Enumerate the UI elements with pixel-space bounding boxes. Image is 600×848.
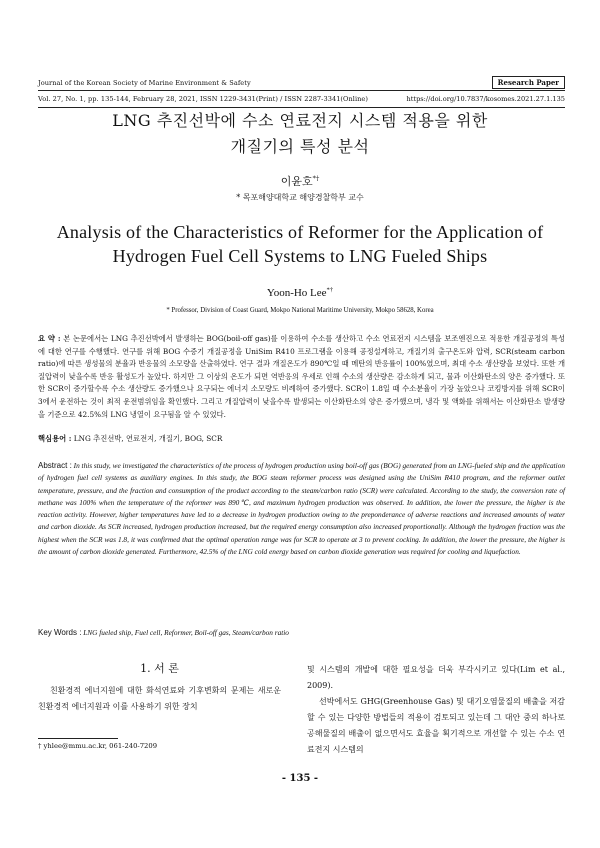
body-right-column (307, 662, 565, 758)
doi-link[interactable]: https://doi.org/10.7837/kosomes.2021.27.1.135 (406, 95, 565, 103)
english-abstract-text: In this study, we investigated the characteristics of the process of hydrogen production using boil-off gas (BOG) generated from an LNG-fueled ship and the application of hydrogen fuel cell systems as auxiliary engines. In this study, the BOG steam reformer process was designed using the UniSim R410 program, and the reformer outlet temperature, pressure, and the fraction and consumption of the product according to the steam/carbon ratio (SCR) were calculated. According to the study, the conversion rate of methane was 100% when the temperature of the reformer was 890℃, and maximum hydrogen production was observed. In addition, the lower the pressure, the higher is the reaction activity. However, higher temperatures have led to a decrease in hydrogen production owing to the preponderance of adverse reactions and increased amounts of water and carbon dioxide. As SCR increased, hydrogen production increased, but the required energy consumption also increased proportionally. Although the hydrogen fraction was the highest when the SCR was 1.8, it was confirmed that the optimal operation range was for SCR to operate at 3 to prevent cocking. In addition, the lower the pressure, the higher is the amount of carbon dioxide generated. Furthermore, 42.5% of the LNG cold energy based on carbon dioxide generation was required for cooling and liquefaction. (38, 461, 565, 557)
korean-author-mark: *† (312, 174, 320, 183)
english-affiliation: * Professor, Division of Coast Guard, Mokpo National Maritime University, Mokpo 58628, Korea (166, 307, 434, 314)
english-abstract-label: Abstract : (38, 461, 72, 470)
korean-abstract-label: 요 약 : (38, 334, 61, 343)
header-rule-top (38, 90, 565, 91)
research-paper-badge: Research Paper (492, 76, 565, 89)
korean-title-line-2: 개질기의 특성 분석 (230, 137, 370, 156)
english-author-mark: *† (326, 286, 334, 294)
korean-affiliation: * 목포해양대학교 해양경찰학부 교수 (236, 193, 364, 202)
page-number: - 135 - (281, 773, 319, 784)
body-right-paragraph-2: 선박에서도 GHG(Greenhouse Gas) 및 대기오염물질의 배출을 저감할 수 있는 다양한 방법들의 적용이 검토되고 있는데 그 대안 중의 하나로 공해물질의 배출이 없으면서도 효율을 획기적으로 개선할 수 있는 수소 연료전지 시스템의 (307, 697, 565, 754)
section-heading-introduction: 1. 서 론 (140, 662, 179, 675)
footnote-rule (38, 738, 118, 739)
english-abstract (38, 460, 565, 558)
journal-issue: Vol. 27, No. 1, pp. 135-144, February 28, 2021, ISSN 1229-3431(Print) / ISSN 2287-3341(Online) (38, 95, 368, 103)
english-keywords-text: LNG fueled ship, Fuel cell, Reformer, Boil-off gas, Steam/carbon ratio (83, 628, 289, 637)
body-right-paragraph-1: 및 시스템의 개발에 대한 필요성을 더욱 부각시키고 있다(Lim et al., 2009). (307, 665, 565, 690)
korean-abstract-text: 본 논문에서는 LNG 추진선박에서 발생하는 BOG(boil-off gas)를 이용하여 수소를 생산하고 수소 연료전지 시스템을 보조엔진으로 적용한 개질공정의 특성에 대한 연구를 수행했다. 연구를 위해 BOG 수증기 개질공정을 UniSim R410 프로그램을 이용해 공정설계하고, 개질기의 출구온도와 압력, SCR(steam carbon ratio)에 따른 생성물의 분율과 반응물의 소모량을 산출하였다. 연구 결과 개질온도가 890℃일 때 메탄의 반응률이 100%였으며, 최대 수소 생산량을 보였다. 또한 개질압력이 낮을수록 반응 활성도가 높았다. 하지만 그 이상의 온도가 되면 역반응의 우세로 인해 수소의 생산량은 감소하게 되고, 물과 이산화탄소의 양은 증가했다. 또한 SCR이 증가할수록 수소 생산량도 증가했으나 요구되는 에너지 소모량도 비례하여 증가했다. SCR이 1.8일 때 수소분율이 가장 높았으나 코킹방지를 위해 SCR이 3에서 운전하는 것이 최적 운전범위임을 확인했다. 그리고 개질압력이 낮을수록 발생되는 이산화탄소의 양은 증가했으며, 냉각 및 액화를 위해서는 이산화탄소 발생량을 기준으로 42.5%의 LNG 냉열이 요구됨을 알 수 있었다. (38, 334, 566, 419)
korean-title-line-1: LNG 추진선박에 수소 연료전지 시스템 적용을 위한 (112, 111, 488, 130)
english-keywords-label: Key Words : (38, 628, 82, 637)
corresponding-author-footnote: † yhlee@mmu.ac.kr, 061-240-7209 (38, 742, 158, 750)
english-title-line-1: Analysis of the Characteristics of Reformer for the Application of (56, 222, 544, 242)
english-title-line-2: Hydrogen Fuel Cell Systems to LNG Fueled Ships (112, 246, 488, 266)
korean-keywords (38, 433, 565, 446)
english-author (0, 287, 600, 299)
korean-keywords-text: LNG 추진선박, 연료전지, 개질기, BOG, SCR (73, 434, 223, 443)
korean-keywords-label: 핵심용어 : (38, 434, 72, 443)
journal-name: Journal of the Korean Society of Marine Environment & Safety (38, 79, 251, 87)
english-author-name: Yoon-Ho Lee (266, 287, 327, 299)
korean-author-name: 이윤호 (280, 175, 313, 188)
korean-abstract (38, 333, 565, 421)
korean-author (0, 173, 600, 189)
body-left-column: 친환경적 에너지원에 대한 화석연료와 기후변화의 문제는 새로운 친환경적 에너지원과 이를 사용하기 위한 장치 (38, 686, 281, 711)
english-keywords (38, 627, 565, 640)
